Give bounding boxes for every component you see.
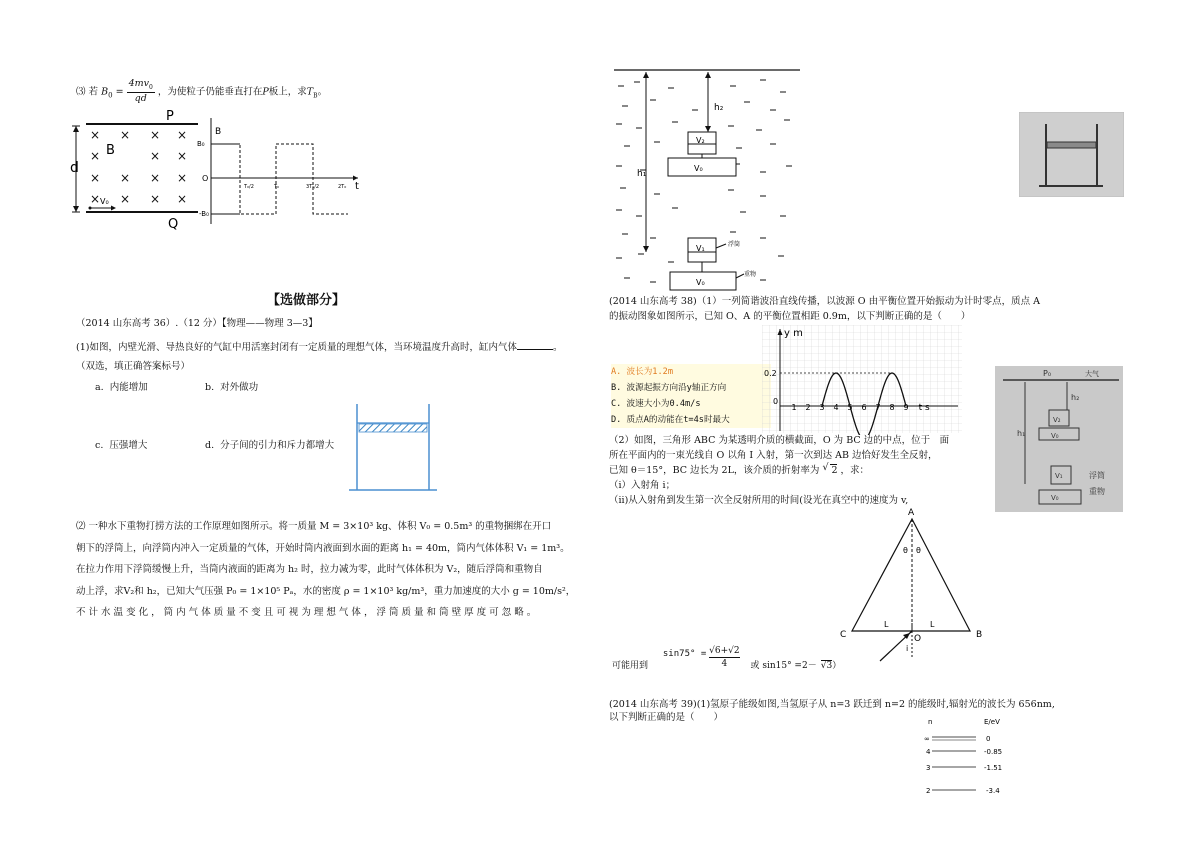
option-a[interactable]: a. 内能增加 — [95, 382, 148, 393]
q36-header: （2014 山东高考 36）.（12 分）【物理——物理 3—3】 — [76, 318, 318, 329]
hint-line: 可能用到 sin75° = $\frac{√6+√2}{4}$ 或 sin15° =2－ √3） — [612, 646, 842, 672]
cross: × — [120, 192, 131, 206]
underwater-photo — [995, 366, 1123, 512]
tick-label: 3T₀/2 — [306, 184, 320, 190]
triangle-figure — [830, 505, 995, 665]
x-tick-label: 4 — [833, 403, 839, 412]
h2-label: h₂ — [714, 103, 724, 113]
v2-label: V₂ — [696, 136, 705, 145]
plate-q-label: Q — [168, 217, 179, 232]
level-e: -1.51 — [984, 764, 1003, 772]
v0-upper-label: V₀ — [694, 164, 703, 173]
graph-negb0-label: -B₀ — [199, 210, 209, 218]
cross: × — [150, 171, 161, 185]
q36-instruction: （双选，填正确答案标号） — [76, 361, 191, 372]
level-e: -0.85 — [984, 748, 1003, 756]
theta-left: θ — [903, 546, 908, 555]
plate-p-label: P — [166, 109, 174, 124]
q38-option-b[interactable]: B. 波源起振方向沿y轴正方向 — [611, 383, 727, 393]
graph-b-label: B — [215, 127, 222, 137]
x-tick-label: 6 — [861, 403, 867, 412]
x-tick-label: 5 — [847, 403, 853, 412]
d-label: d — [70, 160, 79, 176]
v0-lower-label: V₀ — [696, 278, 705, 287]
q38-part2-a: （2）如图，三角形 ABC 为某透明介质的横截面，O 为 BC 边的中点，位于 面 — [609, 435, 950, 446]
photo-v1-label: V₁ — [1055, 472, 1063, 480]
graph-t-label: t s — [918, 403, 930, 413]
cross: × — [150, 149, 161, 163]
cross: × — [90, 128, 101, 142]
q38-option-a[interactable]: A. 波长为1.2m — [611, 367, 673, 377]
energy-levels — [920, 710, 1030, 806]
level-n: 2 — [926, 787, 931, 795]
cross: × — [150, 192, 161, 206]
level-n: 4 — [926, 748, 931, 756]
answer-blank[interactable] — [517, 340, 553, 350]
q38-sub-ii: （ii)从入射角到发生第一次全反射所用的时间(设光在真空中的速度为 v, — [609, 495, 909, 506]
photo-v0b-label: V₀ — [1051, 494, 1059, 502]
point-o-label: O — [914, 634, 922, 644]
underwater-diagram — [610, 66, 805, 294]
vertex-c-label: C — [840, 630, 847, 640]
theta-right: θ — [916, 546, 921, 555]
photo-float-label: 浮筒 — [1089, 471, 1105, 480]
vibration-graph — [762, 325, 972, 435]
v1-label: V₁ — [696, 244, 705, 253]
q38-sub-i: （i）入射角 i； — [609, 480, 676, 491]
q36-part2: ⑵ 一种水下重物打捞方法的工作原理如图所示。将一质量 M = 3×10³ kg、体积 V₀ = 0.5m³ 的重物捆绑在开口 朝下的浮筒上，向浮筒内冲入一定质量的气体，开始时筒内液面到水面的距离 h₁ = 40m，筒内气体体积 V₁ = 1m³。 在拉力作用下浮筒缓慢上升，当筒内液面的距离为 h₂ 时，拉力减为零，此时气体体积为 V₂，随后浮筒和重物自 动上浮，求V₂和 h₂，已知大气压强 P₀ = 1×10⁵ Pₐ，水的密度 ρ = 1×10³ kg/m³，重力加速度的大小 g = 10m/s²， 不 计 水 温 变 化 ， 筒 内 气 体 质 量 不 变 且 可 视 为 理 想 气 体 ， 浮 筒 质 量 和 筒 壁 厚 度 可 忽 略 。 — [76, 521, 576, 618]
h1-label: h₁ — [637, 169, 647, 179]
cross: × — [177, 171, 188, 185]
photo-h2-label: h₂ — [1071, 393, 1080, 402]
option-d[interactable]: d. 分子间的引力和斥力都增大 — [205, 440, 335, 451]
cross: × — [177, 149, 188, 163]
q38-line1: (2014 山东高考 38)（1）一列简谐波沿直线传播，以波源 O 由平衡位置开始振动为计时零点，质点 A — [609, 296, 1040, 307]
x-tick-label: 3 — [819, 403, 825, 412]
fraction: $\frac{4mv_0}{qd}$ — [128, 78, 153, 104]
q38-line2: 的振动图象如图所示，已知 O、A 的平衡位置相距 0.9m，以下判断正确的是（ ） — [609, 311, 971, 322]
magnetic-field-figure — [68, 108, 378, 236]
q39-line2: 以下判断正确的是（ ） — [609, 712, 724, 723]
cross: × — [177, 192, 188, 206]
tick-label: T₀/2 — [244, 184, 254, 190]
sqrt-2: √ 2 — [822, 462, 838, 476]
hint-fraction: $\frac{√6+√2}{4}$ — [709, 646, 740, 670]
graph-t-label: t — [355, 181, 359, 192]
q38-options — [611, 364, 771, 428]
e-header: E/eV — [984, 718, 1000, 726]
q38-part2-b: 所在平面内的一束光线自 O 以角 I 入射，第一次到达 AB 边恰好发生全反射， — [609, 450, 938, 461]
graph-b0-label: B₀ — [197, 140, 205, 148]
cross: × — [177, 128, 188, 142]
graph-origin-label: 0 — [773, 397, 779, 406]
b-square-wave — [211, 144, 348, 214]
graph-grid — [762, 325, 962, 433]
vertex-a-label: A — [908, 508, 915, 518]
weight-label: 重物 — [744, 271, 757, 278]
b-label: B — [106, 143, 115, 158]
piston — [359, 424, 427, 432]
triangle-abc — [852, 519, 970, 631]
n-header: n — [928, 718, 933, 726]
field-crosses — [90, 128, 187, 206]
cross: × — [90, 149, 101, 163]
cross: × — [90, 171, 101, 185]
angle-i-label: i — [906, 644, 909, 653]
level-n: 3 — [926, 764, 931, 772]
graph-y-label: y m — [784, 328, 803, 339]
tick-label: 2T₀ — [338, 184, 347, 190]
photo-weight-label: 重物 — [1089, 487, 1105, 496]
cross: × — [120, 128, 131, 142]
cylinder-figure — [345, 402, 440, 494]
q38-option-c[interactable]: C. 波速大小为0.4m/s — [611, 399, 701, 409]
cylinder-photo — [1019, 112, 1124, 197]
cross: × — [120, 171, 131, 185]
photo-air-label: 大气 — [1085, 370, 1099, 378]
float-label: 浮筒 — [728, 241, 741, 248]
option-c[interactable]: c. 压强增大 — [95, 440, 148, 451]
v0-label: V₀ — [100, 197, 109, 206]
question-3: ⑶ 若 $B_0$ = $\frac{4mv_0}{qd}$ ，为使粒子仍能垂直打在P板上，求$T_B$。 — [76, 78, 328, 104]
photo-p0-label: P₀ — [1043, 369, 1052, 378]
level-e: -3.4 — [986, 787, 1000, 795]
q38-part2-c: 已知 θ＝15°，BC 边长为 2L，该介质的折射率为 √ 2 ，求： — [609, 462, 870, 476]
tick-label: T₀ — [274, 184, 280, 190]
photo-h1-label: h₁ — [1017, 429, 1026, 438]
graph-origin-label: O — [202, 174, 209, 183]
l-left: L — [884, 620, 889, 629]
vertex-b-label: B — [976, 630, 983, 640]
q39-line1: (2014 山东高考 39)(1)氢原子能级如图,当氢原子从 n=3 跃迁到 n=2 的能级时,辐射光的波长为 656nm, — [609, 699, 1055, 710]
x-tick-label: 9 — [903, 403, 909, 412]
option-b[interactable]: b. 对外做功 — [205, 382, 259, 393]
photo-v2-label: V₂ — [1053, 416, 1061, 424]
level-n: ∞ — [924, 735, 930, 743]
x-tick-label: 7 — [875, 403, 881, 412]
x-tick-label: 2 — [805, 403, 811, 412]
section-title: 【选做部分】 — [267, 293, 346, 308]
x-tick-label: 8 — [889, 403, 895, 412]
cross: × — [90, 192, 101, 206]
level-e: 0 — [986, 735, 991, 743]
graph-y-top-label: 0.2 — [764, 369, 777, 378]
cross: × — [150, 128, 161, 142]
q36-part1: (1)如图，内壁光滑、导热良好的气缸中用活塞封闭有一定质量的理想气体，当环境温度升高时，缸内气体 。 — [76, 342, 563, 353]
l-right: L — [930, 620, 935, 629]
q38-option-d[interactable]: D. 质点A的动能在t=4s时最大 — [611, 415, 730, 425]
photo-v0a-label: V₀ — [1051, 432, 1059, 440]
x-tick-label: 1 — [791, 403, 797, 412]
